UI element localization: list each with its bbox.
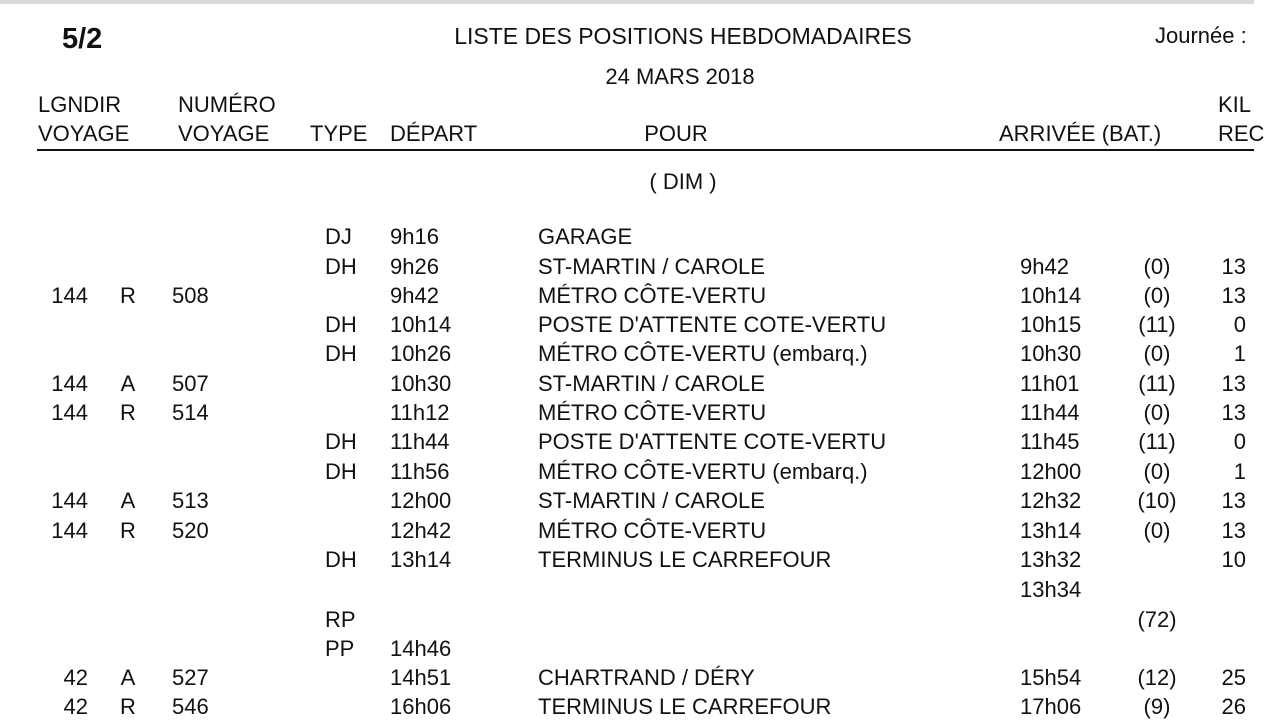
cell-km: 13 xyxy=(1221,518,1246,543)
cell-bat: (10) xyxy=(1137,488,1177,513)
table-row xyxy=(0,575,1254,605)
cell-km: 13 xyxy=(1221,254,1246,279)
cell-bat: (9) xyxy=(1143,694,1171,719)
cell-km: 13 xyxy=(1221,371,1246,396)
table-row xyxy=(0,516,1254,546)
cell-arrivee: 12h00 xyxy=(1020,459,1082,484)
cell-pour: MÉTRO CÔTE-VERTU xyxy=(538,283,767,308)
cell-dir: R xyxy=(120,283,136,308)
cell-type: DH xyxy=(325,429,357,454)
cell-pour: MÉTRO CÔTE-VERTU xyxy=(538,400,767,425)
cell-km: 1 xyxy=(1233,341,1246,366)
cell-arrivee: 13h34 xyxy=(1020,577,1082,602)
table-row xyxy=(0,281,1254,311)
table-row xyxy=(0,605,1254,635)
col-pour: POUR xyxy=(644,121,708,146)
cell-arrivee: 11h44 xyxy=(1020,400,1080,425)
cell-voyage: 520 xyxy=(172,518,209,543)
header-rule xyxy=(37,149,1254,151)
cell-arrivee: 10h30 xyxy=(1020,341,1082,366)
cell-dir: R xyxy=(120,400,136,425)
cell-depart: 10h30 xyxy=(390,371,452,396)
cell-bat: (11) xyxy=(1138,312,1176,337)
cell-depart: 14h51 xyxy=(390,665,452,690)
col-km-1: KIL xyxy=(1218,92,1252,117)
cell-bat: (72) xyxy=(1137,607,1177,632)
cell-bat: (0) xyxy=(1143,283,1171,308)
cell-pour: ST-MARTIN / CAROLE xyxy=(538,254,765,279)
table-row xyxy=(0,427,1254,457)
table-row xyxy=(0,457,1254,487)
cell-depart: 11h12 xyxy=(390,400,450,425)
cell-line: 144 xyxy=(51,400,88,425)
table-row xyxy=(0,692,1254,722)
cell-pour: ST-MARTIN / CAROLE xyxy=(538,371,765,396)
cell-pour: MÉTRO CÔTE-VERTU xyxy=(538,518,767,543)
cell-depart: 9h16 xyxy=(390,224,439,249)
cell-bat: (0) xyxy=(1143,518,1171,543)
cell-arrivee: 13h14 xyxy=(1020,518,1082,543)
cell-type: PP xyxy=(325,636,355,661)
cell-km: 13 xyxy=(1221,400,1246,425)
cell-line: 42 xyxy=(63,694,88,719)
cell-pour: GARAGE xyxy=(538,224,633,249)
cell-bat: (12) xyxy=(1137,665,1177,690)
cell-arrivee: 13h32 xyxy=(1020,547,1082,572)
cell-bat: (0) xyxy=(1143,459,1171,484)
cell-dir: A xyxy=(120,488,136,513)
cell-depart: 11h44 xyxy=(390,429,450,454)
cell-line: 144 xyxy=(51,371,88,396)
cell-dir: A xyxy=(120,371,136,396)
cell-km: 0 xyxy=(1233,312,1246,337)
cell-line: 144 xyxy=(51,283,88,308)
table-row xyxy=(0,486,1254,516)
table-row xyxy=(0,545,1254,575)
table-row xyxy=(0,634,1254,664)
cell-depart: 9h42 xyxy=(390,283,439,308)
cell-km: 0 xyxy=(1233,429,1246,454)
cell-km: 1 xyxy=(1233,459,1246,484)
col-type: TYPE xyxy=(310,121,368,146)
cell-type: DJ xyxy=(325,224,352,249)
page-number: 5/2 xyxy=(62,23,103,55)
cell-voyage: 527 xyxy=(172,665,209,690)
col-depart: DÉPART xyxy=(390,121,478,146)
cell-depart: 12h42 xyxy=(390,518,452,543)
cell-km: 26 xyxy=(1221,694,1246,719)
table-row xyxy=(0,398,1254,428)
cell-arrivee: 11h01 xyxy=(1020,371,1080,396)
cell-pour: POSTE D'ATTENTE COTE-VERTU xyxy=(538,312,887,337)
cell-pour: MÉTRO CÔTE-VERTU (embarq.) xyxy=(538,459,868,484)
col-numero-2: VOYAGE xyxy=(178,121,270,146)
cell-dir: R xyxy=(120,518,136,543)
cell-arrivee: 10h15 xyxy=(1020,312,1082,337)
cell-pour: POSTE D'ATTENTE COTE-VERTU xyxy=(538,429,887,454)
cell-voyage: 514 xyxy=(172,400,209,425)
cell-line: 144 xyxy=(51,518,88,543)
cell-pour: ST-MARTIN / CAROLE xyxy=(538,488,765,513)
cell-type: DH xyxy=(325,547,357,572)
cell-bat: (11) xyxy=(1138,371,1176,396)
day-label: ( DIM ) xyxy=(649,169,717,194)
viewer-top-border xyxy=(0,0,1254,4)
cell-voyage: 507 xyxy=(172,371,209,396)
cell-arrivee: 11h45 xyxy=(1020,429,1080,454)
cell-dir: A xyxy=(120,665,136,690)
cell-arrivee: 15h54 xyxy=(1020,665,1082,690)
cell-depart: 11h56 xyxy=(390,459,450,484)
col-lgndir-1: LGNDIR xyxy=(38,92,122,117)
col-numero-1: NUMÉRO xyxy=(178,92,276,117)
cell-type: DH xyxy=(325,459,357,484)
table-row xyxy=(0,252,1254,282)
cell-depart: 10h14 xyxy=(390,312,452,337)
cell-arrivee: 10h14 xyxy=(1020,283,1082,308)
table-row xyxy=(0,339,1254,369)
cell-depart: 14h46 xyxy=(390,636,452,661)
cell-km: 10 xyxy=(1221,547,1246,572)
table-row xyxy=(0,310,1254,340)
cell-type: DH xyxy=(325,254,357,279)
col-arrivee: ARRIVÉE (BAT.) xyxy=(999,121,1162,146)
cell-voyage: 513 xyxy=(172,488,209,513)
cell-km: 25 xyxy=(1221,665,1246,690)
cell-pour: MÉTRO CÔTE-VERTU (embarq.) xyxy=(538,341,868,366)
cell-km: 13 xyxy=(1221,488,1246,513)
table-row xyxy=(0,663,1254,693)
cell-type: DH xyxy=(325,341,357,366)
cell-bat: (0) xyxy=(1143,341,1171,366)
cell-voyage: 508 xyxy=(172,283,209,308)
cell-km: 13 xyxy=(1221,283,1246,308)
cell-bat: (0) xyxy=(1143,400,1171,425)
cell-depart: 16h06 xyxy=(390,694,452,719)
journee-label: Journée : xyxy=(1155,23,1247,48)
cell-depart: 12h00 xyxy=(390,488,452,513)
cell-pour: TERMINUS LE CARREFOUR xyxy=(538,547,832,572)
cell-line: 42 xyxy=(63,665,88,690)
cell-type: DH xyxy=(325,312,357,337)
table-row xyxy=(0,369,1254,399)
cell-pour: CHARTRAND / DÉRY xyxy=(538,665,755,690)
cell-pour: TERMINUS LE CARREFOUR xyxy=(538,694,832,719)
cell-type: RP xyxy=(325,607,356,632)
cell-arrivee: 9h42 xyxy=(1020,254,1069,279)
cell-arrivee: 12h32 xyxy=(1020,488,1082,513)
cell-depart: 13h14 xyxy=(390,547,452,572)
cell-depart: 9h26 xyxy=(390,254,439,279)
cell-dir: R xyxy=(120,694,136,719)
cell-arrivee: 17h06 xyxy=(1020,694,1082,719)
table-row xyxy=(0,222,1254,252)
cell-depart: 10h26 xyxy=(390,341,452,366)
col-lgndir-2: VOYAGE xyxy=(38,121,130,146)
document-date: 24 MARS 2018 xyxy=(605,64,755,89)
cell-bat: (11) xyxy=(1138,429,1176,454)
col-km-2: REC xyxy=(1218,121,1264,146)
cell-voyage: 546 xyxy=(172,694,209,719)
document-title: LISTE DES POSITIONS HEBDOMADAIRES xyxy=(454,23,912,49)
cell-line: 144 xyxy=(51,488,88,513)
cell-bat: (0) xyxy=(1143,254,1171,279)
